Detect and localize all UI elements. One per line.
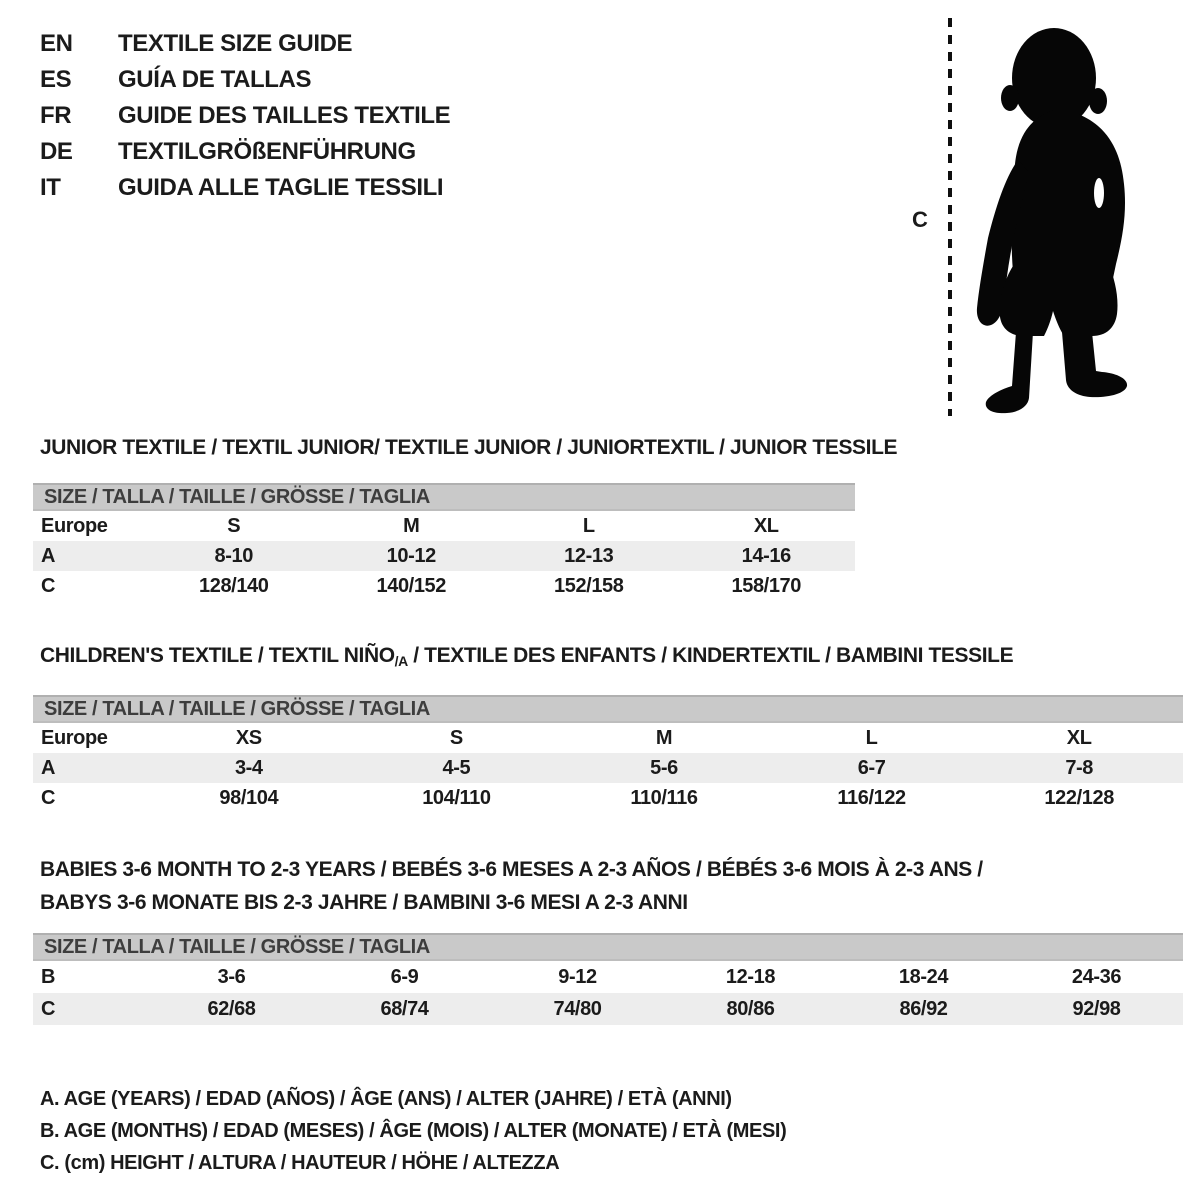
table-cell: 110/116 — [630, 787, 698, 809]
table-cell: XL — [1066, 727, 1092, 749]
table-cell: 98/104 — [219, 787, 279, 809]
row-label: Europe — [41, 727, 108, 749]
language-row — [40, 170, 450, 206]
children-title-suffix: / TEXTILE DES ENFANTS / KINDERTEXTIL / BAMBINI TESSILE — [407, 644, 1014, 667]
language-label: TEXTILE SIZE GUIDE — [118, 30, 353, 57]
table-cell: 86/92 — [899, 998, 948, 1020]
children-title-prefix: CHILDREN'S TEXTILE / TEXTIL NIÑO — [40, 644, 395, 667]
row-label: A — [41, 545, 56, 567]
table-cell: 4-5 — [442, 757, 471, 779]
table-cell: 140/152 — [376, 575, 446, 597]
language-row — [40, 134, 450, 170]
table-cell: 24-36 — [1071, 966, 1122, 988]
language-code: EN — [40, 30, 73, 57]
table-row — [33, 571, 855, 601]
babies-section-title — [40, 853, 1200, 919]
junior-section — [0, 437, 1200, 601]
table-cell: XL — [753, 515, 779, 537]
babies-section — [0, 853, 1200, 1025]
table-cell: 158/170 — [731, 575, 801, 597]
table-cell: 3-4 — [234, 757, 263, 779]
table-cell: 6-9 — [390, 966, 419, 988]
table-cell: M — [403, 515, 420, 537]
table-cell: 5-6 — [650, 757, 678, 779]
language-label: GUÍA DE TALLAS — [118, 66, 312, 93]
table-cell: 9-12 — [558, 966, 597, 988]
table-cell: 8-10 — [214, 545, 253, 567]
row-label: Europe — [41, 515, 108, 537]
table-cell: 62/68 — [207, 998, 256, 1020]
footnote-b: B. AGE (MONTHS) / EDAD (MESES) / ÂGE (MOIS) / ALTER (MONATE) / ETÀ (MESI) — [40, 1120, 787, 1142]
language-label: TEXTILGRÖßENFÜHRUNG — [118, 138, 416, 165]
language-label: GUIDE DES TAILLES TEXTILE — [118, 102, 451, 129]
children-section-title — [40, 645, 1200, 672]
babies-title-line1: BABIES 3-6 MONTH TO 2-3 YEARS / BEBÉS 3-6 MESES A 2-3 AÑOS / BÉBÉS 3-6 MOIS À 2-3 ANS / — [40, 858, 983, 881]
table-cell: 128/140 — [199, 575, 269, 597]
table-cell: L — [582, 515, 595, 537]
footnote-c: C. (cm) HEIGHT / ALTURA / HAUTEUR / HÖHE / ALTEZZA — [40, 1152, 560, 1174]
children-title-sub: /A — [394, 653, 408, 669]
row-label: A — [41, 757, 56, 779]
language-row — [40, 62, 450, 98]
table-cell: 10-12 — [386, 545, 436, 567]
table-cell: 92/98 — [1072, 998, 1121, 1020]
table-row — [33, 961, 1183, 993]
table-cell: 152/158 — [554, 575, 624, 597]
table-cell: M — [655, 727, 673, 749]
language-label: GUIDA ALLE TAGLIE TESSILI — [118, 174, 444, 201]
table-row — [33, 723, 1183, 753]
junior-section-title: JUNIOR TEXTILE / TEXTIL JUNIOR/ TEXTILE JUNIOR / JUNIORTEXTIL / JUNIOR TESSILE — [40, 436, 898, 459]
footnote-a: A. AGE (YEARS) / EDAD (AÑOS) / ÂGE (ANS) / ALTER (JAHRE) / ETÀ (ANNI) — [40, 1088, 732, 1110]
table-cell: 104/110 — [422, 787, 491, 809]
row-label: B — [41, 966, 56, 988]
table-cell: 68/74 — [380, 998, 429, 1020]
language-code: DE — [40, 138, 73, 165]
table-row — [33, 753, 1183, 783]
table-cell: 122/128 — [1044, 787, 1114, 809]
table-cell: L — [865, 727, 878, 749]
table-cell: 6-7 — [857, 757, 886, 779]
row-label: C — [41, 787, 56, 809]
language-code: IT — [40, 174, 61, 201]
row-label: C — [41, 998, 56, 1020]
table-row — [33, 993, 1183, 1025]
row-label: C — [41, 575, 56, 597]
language-code: FR — [40, 102, 72, 129]
table-cell: 7-8 — [1065, 757, 1094, 779]
table-cell: 74/80 — [553, 998, 602, 1020]
toddler-silhouette-icon — [958, 14, 1143, 414]
language-list — [40, 26, 450, 206]
table-cell: 80/86 — [726, 998, 775, 1020]
table-row — [33, 511, 855, 541]
footnotes — [40, 1083, 1200, 1179]
table-row — [33, 541, 855, 571]
table-cell: 18-24 — [898, 966, 949, 988]
table-cell: 12-13 — [564, 545, 614, 567]
table-size-header: SIZE / TALLA / TAILLE / GRÖSSE / TAGLIA — [33, 695, 1183, 723]
table-cell: 3-6 — [217, 966, 246, 988]
table-size-header: SIZE / TALLA / TAILLE / GRÖSSE / TAGLIA — [33, 933, 1183, 961]
table-cell: 14-16 — [741, 545, 791, 567]
table-cell: 12-18 — [725, 966, 776, 988]
table-size-header: SIZE / TALLA / TAILLE / GRÖSSE / TAGLIA — [33, 483, 855, 511]
children-section — [0, 645, 1200, 813]
height-dashed-line — [948, 18, 952, 416]
table-cell: XS — [235, 727, 262, 749]
babies-size-table — [33, 933, 1183, 1025]
table-cell: S — [227, 515, 241, 537]
babies-title-line2: BABYS 3-6 MONATE BIS 2-3 JAHRE / BAMBINI 3-6 MESI A 2-3 ANNI — [40, 891, 688, 914]
table-row — [33, 783, 1183, 813]
table-cell: 116/122 — [837, 787, 906, 809]
children-size-table — [33, 695, 1183, 813]
table-cell: S — [449, 727, 463, 749]
language-code: ES — [40, 66, 72, 93]
height-measure-label: C — [912, 207, 928, 232]
junior-size-table — [33, 483, 855, 601]
language-row — [40, 26, 450, 62]
header-section — [0, 0, 1200, 418]
language-row — [40, 98, 450, 134]
